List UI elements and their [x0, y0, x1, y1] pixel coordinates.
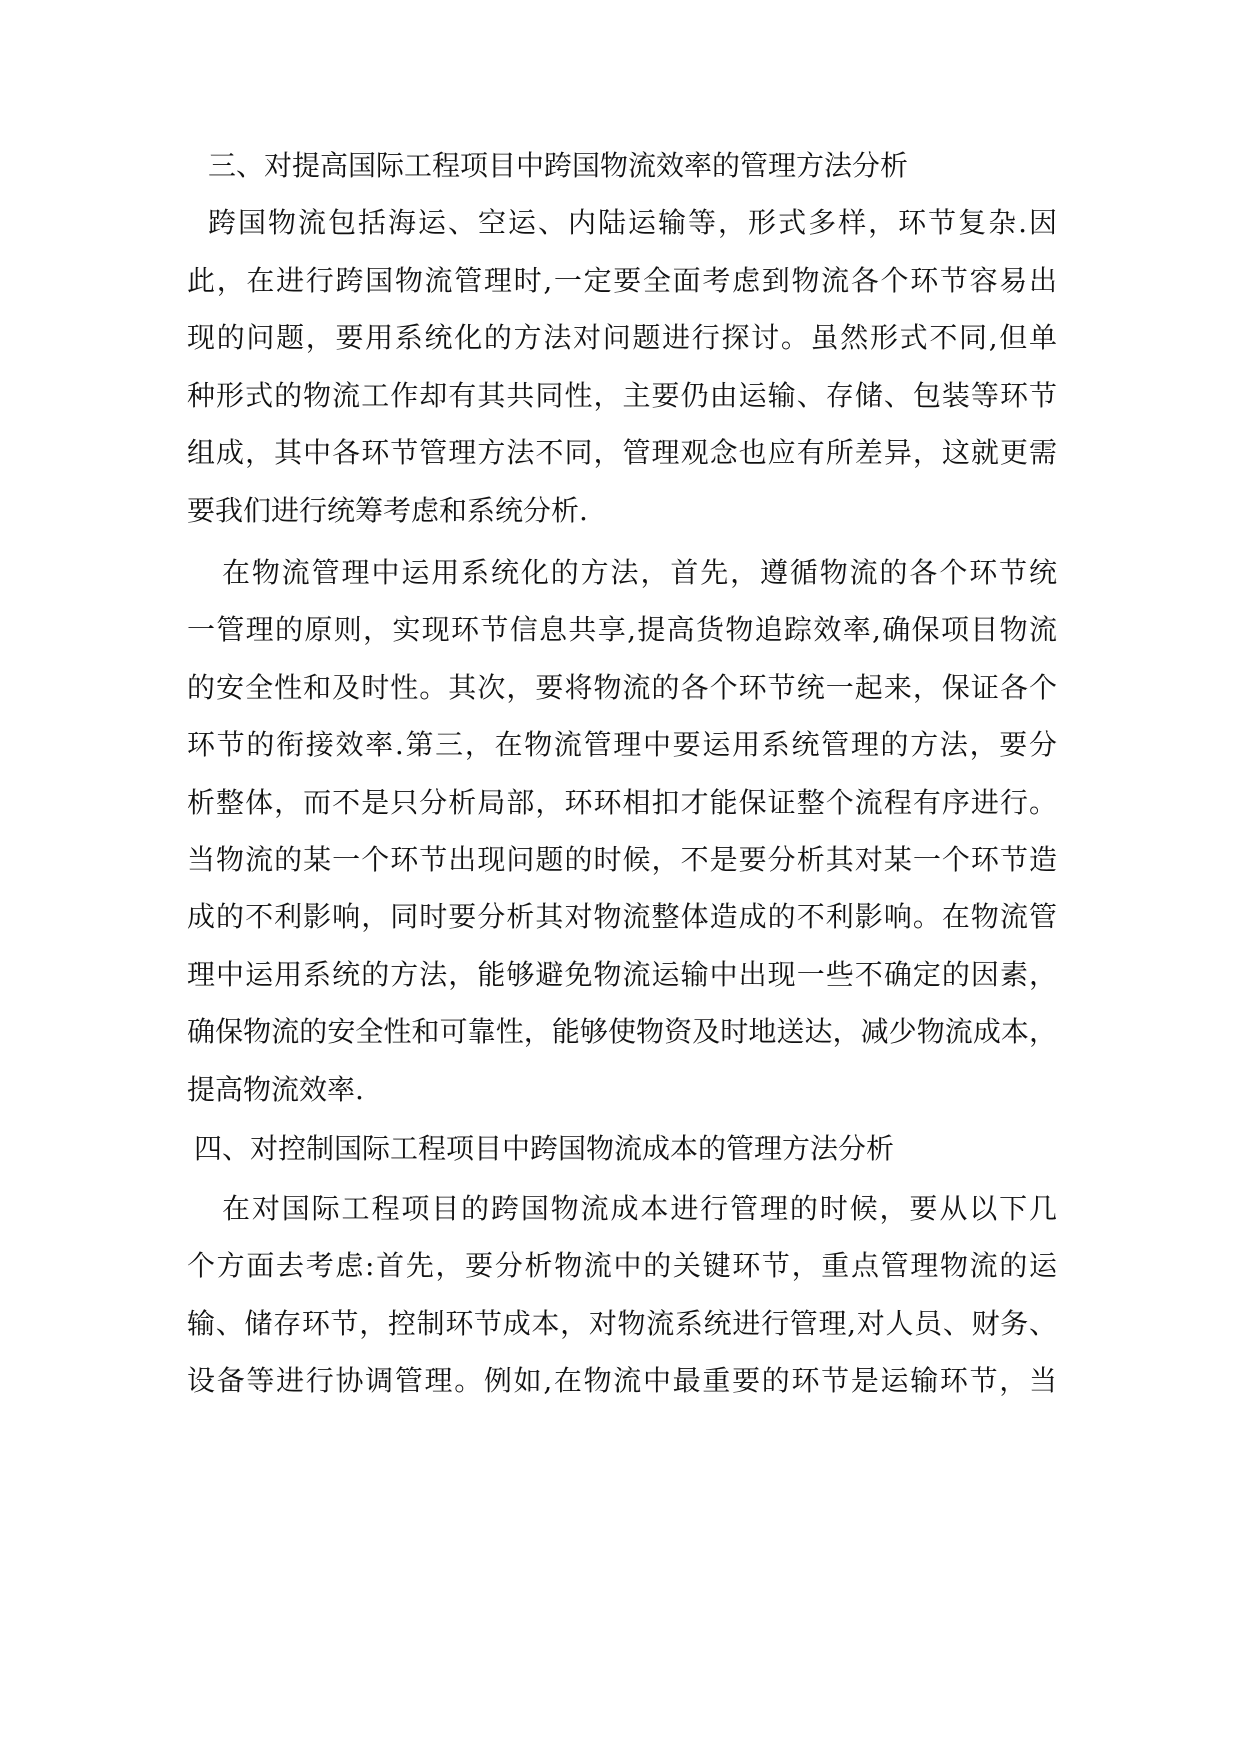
section-heading-3: 三、对提高国际工程项目中跨国物流效率的管理方法分析 — [208, 149, 909, 182]
paragraph-line: 环节的衔接效率.第三，在物流管理中要运用系统管理的方法，要分 — [187, 728, 1057, 761]
paragraph-line: 组成，其中各环节管理方法不同，管理观念也应有所差异，这就更需 — [187, 436, 1057, 469]
paragraph-line: 要我们进行统筹考虑和系统分析. — [187, 494, 588, 527]
paragraph-line: 确保物流的安全性和可靠性，能够使物资及时地送达，减少物流成本， — [187, 1015, 1057, 1048]
paragraph-line: 在对国际工程项目的跨国物流成本进行管理的时候，要从以下几 — [222, 1192, 1057, 1225]
paragraph-line: 当物流的某一个环节出现问题的时候，不是要分析其对某一个环节造 — [187, 843, 1057, 876]
paragraph-line: 理中运用系统的方法，能够避免物流运输中出现一些不确定的因素， — [187, 958, 1057, 991]
paragraph-line: 输、储存环节，控制环节成本，对物流系统进行管理,对人员、财务、 — [187, 1307, 1057, 1340]
paragraph-line: 种形式的物流工作却有其共同性，主要仍由运输、存储、包装等环节 — [187, 379, 1057, 412]
section-heading-4: 四、对控制国际工程项目中跨国物流成本的管理方法分析 — [194, 1132, 895, 1165]
paragraph-line: 在物流管理中运用系统化的方法，首先，遵循物流的各个环节统 — [222, 556, 1057, 589]
paragraph-line: 个方面去考虑:首先，要分析物流中的关键环节，重点管理物流的运 — [187, 1249, 1057, 1282]
paragraph-line: 析整体，而不是只分析局部，环环相扣才能保证整个流程有序进行。 — [187, 786, 1057, 819]
paragraph-line: 一管理的原则，实现环节信息共享,提高货物追踪效率,确保项目物流 — [187, 613, 1057, 646]
paragraph-line: 成的不利影响，同时要分析其对物流整体造成的不利影响。在物流管 — [187, 900, 1057, 933]
paragraph-line: 的安全性和及时性。其次，要将物流的各个环节统一起来，保证各个 — [187, 671, 1057, 704]
paragraph-line: 提高物流效率. — [187, 1073, 364, 1106]
paragraph-line: 此，在进行跨国物流管理时,一定要全面考虑到物流各个环节容易出 — [187, 264, 1057, 297]
paragraph-line: 跨国物流包括海运、空运、内陆运输等，形式多样，环节复杂.因 — [208, 206, 1057, 239]
paragraph-line: 现的问题，要用系统化的方法对问题进行探讨。虽然形式不同,但单 — [187, 321, 1057, 354]
paragraph-line: 设备等进行协调管理。例如,在物流中最重要的环节是运输环节，当 — [187, 1364, 1057, 1397]
